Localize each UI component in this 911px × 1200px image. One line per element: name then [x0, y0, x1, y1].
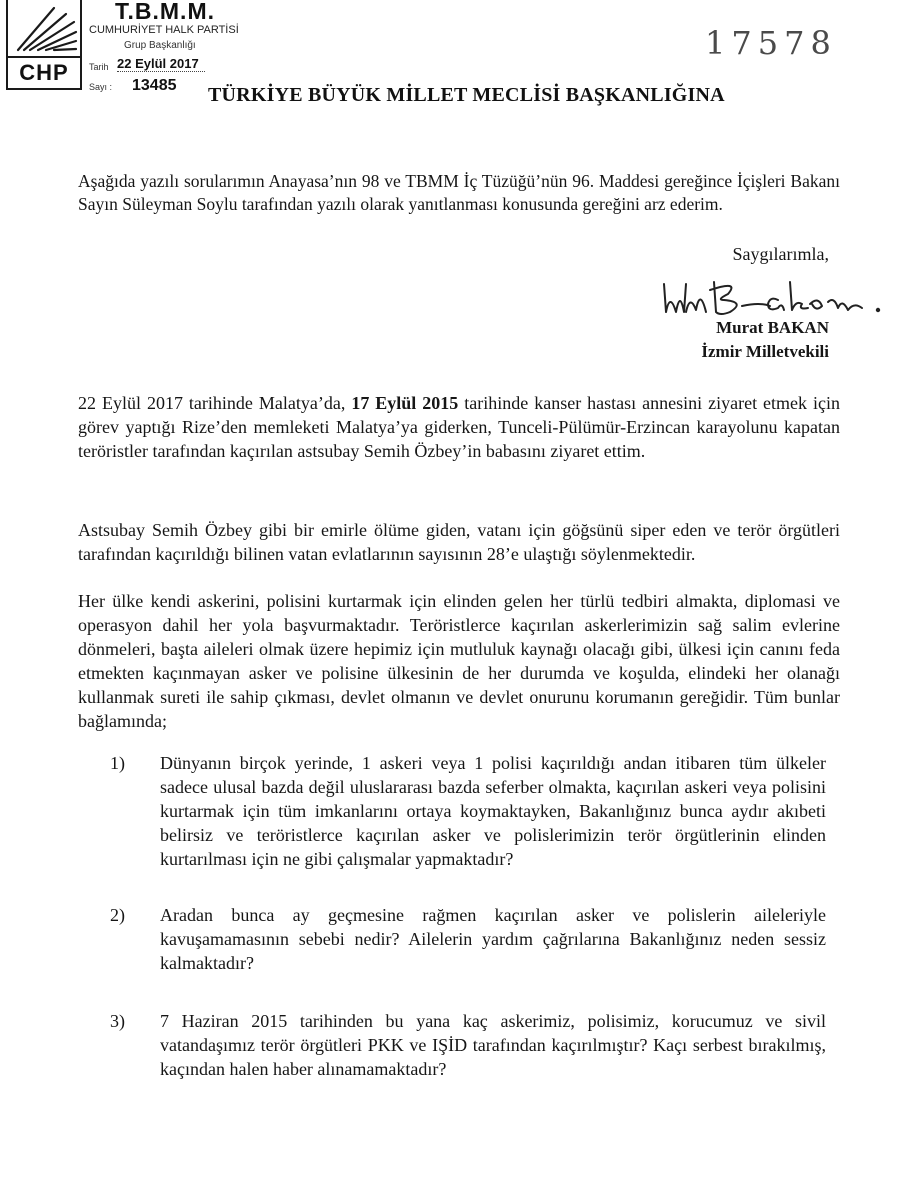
question-number: 2)	[110, 905, 125, 925]
abduction-date: 17 Eylül 2015	[351, 393, 459, 413]
group-office: Grup Başkanlığı	[124, 40, 196, 51]
intro-paragraph: Aşağıda yazılı sorularımın Anayasa’nın 98 ve TBMM İç Tüzüğü’nün 96. Maddesi gereğince İçişleri Bakanı Sayın Süleyman Soylu tarafından yazılı olarak yanıtlanması konusunda gereğini arz ederim.	[78, 171, 840, 214]
question-number: 1)	[110, 753, 125, 773]
stamp-number: 17578	[705, 24, 837, 62]
salutation: Saygılarımla,	[732, 244, 829, 264]
chp-six-arrows-icon	[14, 4, 78, 54]
handwritten-signature	[650, 272, 890, 324]
question-number: 3)	[110, 1011, 125, 1031]
question-item	[110, 751, 826, 871]
party-name: CUMHURİYET HALK PARTİSİ	[89, 24, 239, 36]
question-text: Dünyanın birçok yerinde, 1 askeri veya 1 polisi kaçırıldığı andan itibaren tüm ülkeler sadece ulusal bazda değil uluslararası bazda seferber olmakta, kaçırılan askeri veya polisini kurtarmak için tüm imkanlarını ortaya koymaktayken, Bakanlığınız bunca aydır akıbeti belirsiz ve teröristlerce kaçırılan asker ve polislerimizin terör örgütlerinin elinden kurtarılması için ne gibi çalışmalar yapmaktadır?	[160, 753, 826, 869]
logo-divider	[8, 56, 80, 58]
question-text: Aradan bunca ay geçmesine rağmen kaçırılan asker ve polislerin aileleriyle kavuşamamasının sebebi nedir? Ailelerin yardım çağrılarına Bakanlığınız neden sessiz kalmaktadır?	[160, 905, 826, 973]
date-label: Tarih	[89, 62, 109, 72]
paragraph-context: Her ülke kendi askerini, polisini kurtarmak için elinden gelen her türlü tedbiri almakta, diplomasi ve operasyon dahil her yola başvurmaktadır. Teröristlerce kaçırılan askerlerimizin sağ salim evlerine dönmeleri, başta aileleri olmak üzere hepimiz için mutluluk kaynağı olacağı gibi, ülkesi için canını feda etmekten kaçınmayan asker ve polisine ülkesinin de her durumda ve koşulda, elindeki her olanağı kullanmak sureti ile sahip çıkması, devlet olmanın ve devlet onurunu korumanın gereğidir. Tüm bunlar bağlamında;	[78, 591, 840, 731]
number-label: Sayı :	[89, 82, 113, 92]
paragraph-count: Astsubay Semih Özbey gibi bir emirle ölüme giden, vatanı için göğsünü siper eden ve terör örgütleri tarafından kaçırıldığı bilinen vatan evlatlarının sayısının 28’e ulaştığı söylenmektedir.	[78, 520, 840, 564]
addressee-heading: TÜRKİYE BÜYÜK MİLLET MECLİSİ BAŞKANLIĞINA	[208, 84, 725, 106]
number-value: 13485	[132, 77, 177, 94]
logo-text: CHP	[19, 60, 69, 85]
signatory-title: İzmir Milletvekili	[701, 342, 829, 361]
paragraph-visit-part-a: 22 Eylül 2017 tarihinde Malatya’da,	[78, 393, 352, 413]
assembly-heading: T.B.M.M.	[115, 0, 215, 24]
signatory-name: Murat BAKAN	[716, 318, 829, 337]
question-item	[110, 1009, 826, 1081]
date-value: 22 Eylül 2017	[117, 56, 205, 72]
question-text: 7 Haziran 2015 tarihinden bu yana kaç askerimiz, polisimiz, korucumuz ve sivil vatandaşımız terör örgütleri PKK ve IŞİD tarafından kaçırılmıştır? Kaçı serbest bırakılmış, kaçından halen haber alınamamaktadır?	[160, 1011, 826, 1079]
paragraph-visit-part-c: tarihinde kanser hastası annesini ziyaret etmek için görev yaptığı Rize’den memleketi Malatya’ya giderken, Tunceli-Pülümür-Erzincan karayolunu kapatan teröristler tarafından kaçırılan astsubay Semih Özbey’in babasını ziyaret ettim.	[78, 393, 840, 461]
paragraph-visit	[78, 391, 840, 463]
chp-logo	[6, 0, 82, 90]
question-item	[110, 903, 826, 975]
